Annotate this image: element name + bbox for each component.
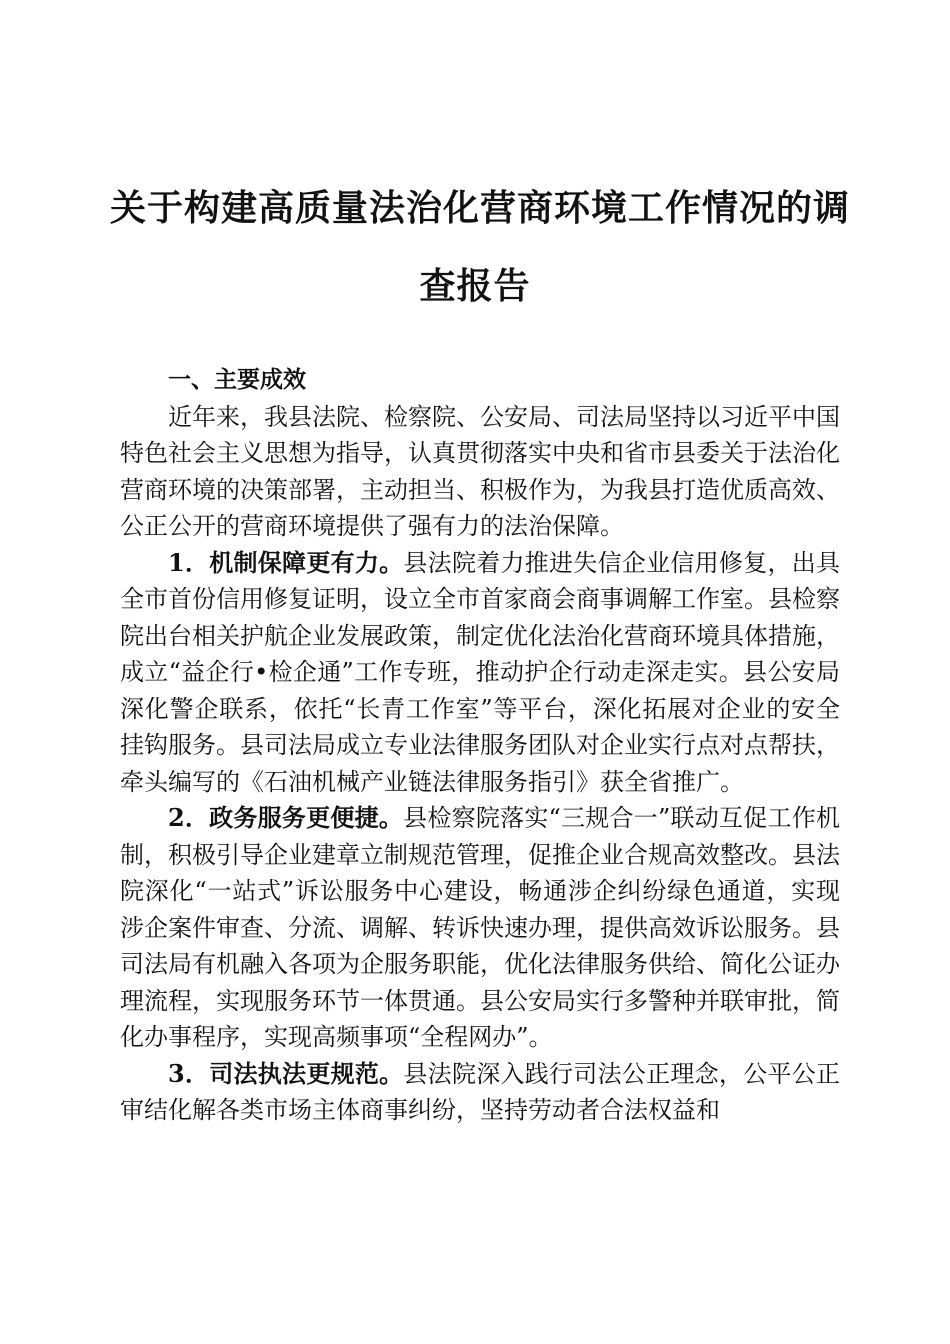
item-lead-3: 3．司法执法更规范。 — [168, 1058, 404, 1088]
item-text-3: 县法院深入践行司法公正理念，公平公正审结化解各类市场主体商事纠纷，坚持劳动者合法权益和 — [120, 1059, 840, 1124]
title-line-1: 关于构建高质量法治化营商环境工作情况的调 — [110, 188, 851, 229]
title-line-2: 查报告 — [419, 266, 531, 307]
item-lead-2: 2．政务服务更便捷。 — [168, 803, 404, 832]
item-text-2: 县检察院落实“三规合一”联动互促工作机制，积极引导企业建章立制规范管理，促推企业合规高效整改。县法院深化“一站式”诉讼服务中心建设，畅通涉企纠纷绿色通道，实现涉企案件审查、分流、调解、转诉快速办理，提供高效诉讼服务。县司法局有机融入各项为企服务职能，优化法律服务供给、简化公证办理流程，实现服务环节一体贯通。县公安局实行多警种并联审批，简化办事程序，实现高频事项“全程网办”。 — [120, 804, 840, 1051]
item-text-1: 县法院着力推进失信企业信用修复，出具全市首份信用修复证明，设立全市首家商会商事调解工作室。县检察院出台相关护航企业发展政策，制定优化法治化营商环境具体措施，成立“益企行•检企通”工作专班，推动护企行动走深走实。县公安局深化警企联系，依托“长青工作室”等平台，深化拓展对企业的安全挂钩服务。县司法局成立专业法律服务团队对企业实行点对点帮扶，牵头编写的《石油机械产业链法律服务指引》获全省推广。 — [120, 548, 840, 796]
document-body — [120, 362, 840, 1129]
document-title — [110, 170, 851, 326]
item-paragraph-2 — [120, 800, 840, 1056]
intro-paragraph: 近年来，我县法院、检察院、公安局、司法局坚持以习近平中国特色社会主义思想为指导，认真贯彻落实中央和省市县委关于法治化营商环境的决策部署，主动担当、积极作为，为我县打造优质高效、公正公开的营商环境提供了强有力的法治保障。 — [120, 402, 840, 540]
item-paragraph-1 — [120, 545, 840, 801]
item-lead-1: 1．机制保障更有力。 — [168, 547, 404, 577]
section-heading: 一、主要成效 — [168, 367, 306, 393]
item-paragraph-3 — [120, 1056, 840, 1129]
